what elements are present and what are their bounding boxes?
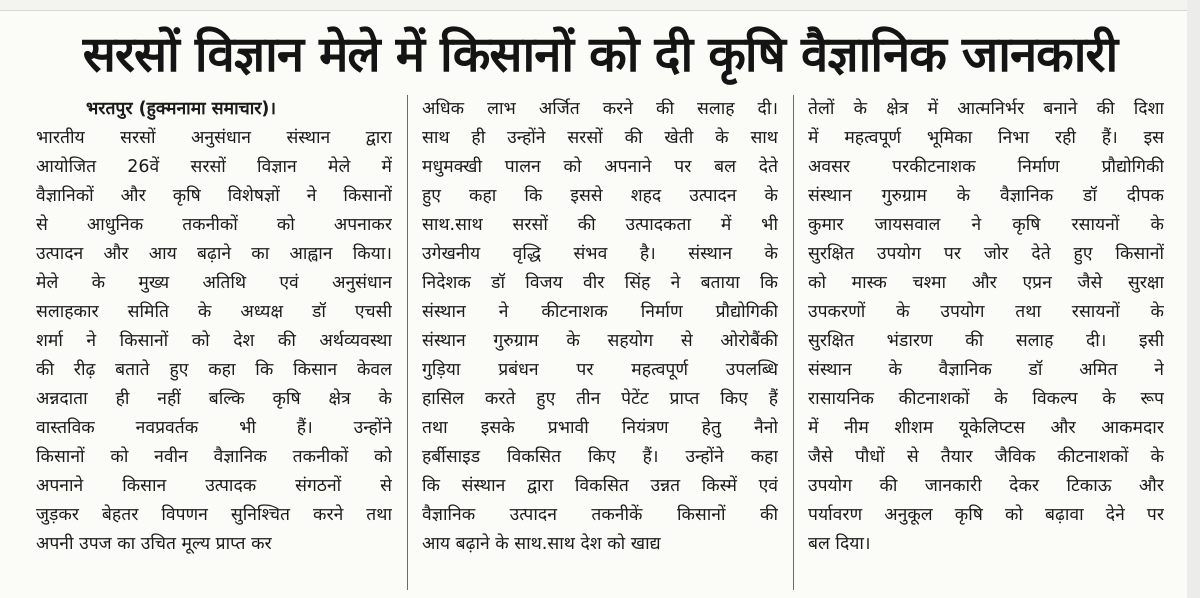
text-line: रासायनिक कीटनाशकों के विकल्प के रूप	[808, 389, 1164, 409]
text-line: तेलों के क्षेत्र में आत्मनिर्भर बनाने की दिशा	[808, 99, 1164, 119]
text-line: संस्थान ने कीटनाशक निर्माण प्रौद्योगिकी	[422, 302, 778, 322]
text-line: किसानों को नवीन वैज्ञानिक तकनीकों को	[36, 447, 392, 467]
text-line: कुमार जायसवाल ने कृषि रसायनों के	[808, 215, 1164, 235]
text-line: तथा इसके प्रभावी नियंत्रण हेतु नैनो	[422, 418, 778, 438]
text-line: सलाहकार समिति के अध्यक्ष डॉ एचसी	[36, 302, 392, 322]
text-line: अपनी उपज का उचित मूल्य प्राप्त कर	[36, 534, 272, 554]
article-body	[36, 95, 1178, 595]
text-line: से आधुनिक तकनीकों को अपनाकर	[36, 215, 392, 235]
column-1-text	[36, 124, 392, 559]
text-line: उगेखनीय वृद्धि संभव है। संस्थान के	[422, 244, 778, 264]
text-line: सुरक्षित उपयोग पर जोर देते हुए किसानों	[808, 244, 1164, 264]
text-line: आयोजित 26वें सरसों विज्ञान मेले में	[36, 157, 392, 177]
headline: सरसों विज्ञान मेले में किसानों को दी कृषि वैज्ञानिक जानकारी	[82, 26, 1118, 83]
text-line: वैज्ञानिकों और कृषि विशेषज्ञों ने किसानों	[36, 186, 392, 206]
column-1	[36, 95, 392, 595]
text-line: जुड़कर बेहतर विपणन सुनिश्चित करने तथा	[36, 505, 392, 525]
text-line: अधिक लाभ अर्जित करने की सलाह दी।	[422, 99, 778, 119]
text-line: शर्मा ने किसानों को देश की अर्थव्यवस्था	[36, 331, 392, 351]
text-line: संस्थान गुरुग्राम के सहयोग से ओरोबैंकी	[422, 331, 778, 351]
text-line: की रीढ़ बताते हुए कहा कि किसान केवल	[36, 360, 392, 380]
text-line: साथ ही उन्होंने सरसों की खेती के साथ	[422, 128, 778, 148]
text-line: जैसे पौधों से तैयार जैविक कीटनाशकों के	[808, 447, 1164, 467]
text-line: वैज्ञानिक उत्पादन तकनीकें किसानों की	[422, 505, 778, 525]
text-line: निदेशक डॉ विजय वीर सिंह ने बताया कि	[422, 273, 778, 293]
page-edge	[1187, 0, 1200, 598]
text-line: पर्यावरण अनुकूल कृषि को बढ़ावा देने पर	[808, 505, 1164, 525]
text-line: साथ.साथ सरसों की उत्पादकता में भी	[422, 215, 778, 235]
text-line: मधुमक्खी पालन को अपनाने पर बल देते	[422, 157, 778, 177]
text-line: अपनाने किसान उत्पादक संगठनों से	[36, 476, 392, 496]
text-line: संस्थान के वैज्ञानिक डॉ अमित ने	[808, 360, 1164, 380]
text-line: उत्पादन और आय बढ़ाने का आह्वान किया।	[36, 244, 392, 264]
column-3-text	[808, 95, 1164, 559]
text-line: में नीम शीशम यूकेलिप्टस और आकमदार	[808, 418, 1164, 438]
text-line: उपकरणों के उपयोग तथा रसायनों के	[808, 302, 1164, 322]
text-line: हुए कहा कि इससे शहद उत्पादन के	[422, 186, 778, 206]
text-line: संस्थान गुरुग्राम के वैज्ञानिक डॉ दीपक	[808, 186, 1164, 206]
text-line: हासिल करते हुए तीन पेटेंट प्राप्त किए हैं	[422, 389, 778, 409]
text-line: गुड़िया प्रबंधन पर महत्वपूर्ण उपलब्धि	[422, 360, 778, 380]
text-line: कि संस्थान द्वारा विकसित उन्नत किस्में एवं	[422, 476, 778, 496]
text-line: भारतीय सरसों अनुसंधान संस्थान द्वारा	[36, 128, 392, 148]
text-line: को मास्क चश्मा और एप्रन जैसे सुरक्षा	[808, 273, 1164, 293]
text-line: उपयोग की जानकारी देकर टिकाऊ और	[808, 476, 1164, 496]
text-line: हर्बीसाइड विकसित किए हैं। उन्होंने कहा	[422, 447, 778, 467]
text-line: अन्नदाता ही नहीं बल्कि कृषि क्षेत्र के	[36, 389, 392, 409]
text-line: बल दिया।	[808, 534, 871, 554]
dateline: भरतपुर (हुक्मनामा समाचार)।	[86, 99, 277, 119]
column-2	[422, 95, 778, 595]
column-2-text	[422, 95, 778, 559]
column-3	[808, 95, 1164, 595]
text-line: में महत्वपूर्ण भूमिका निभा रही हैं। इस	[808, 128, 1164, 148]
text-line: मेले के मुख्य अतिथि एवं अनुसंधान	[36, 273, 392, 293]
text-line: आय बढ़ाने के साथ.साथ देश को खाद्य	[422, 534, 661, 554]
text-line: अवसर परकीटनाशक निर्माण प्रौद्योगिकी	[808, 157, 1164, 177]
column-divider	[407, 95, 408, 590]
text-line: वास्तविक नवप्रवर्तक भी हैं। उन्होंने	[36, 418, 392, 438]
text-line: सुरक्षित भंडारण की सलाह दी। इसी	[808, 331, 1164, 351]
clipped-top-edge	[0, 0, 1200, 11]
column-divider	[793, 95, 794, 590]
